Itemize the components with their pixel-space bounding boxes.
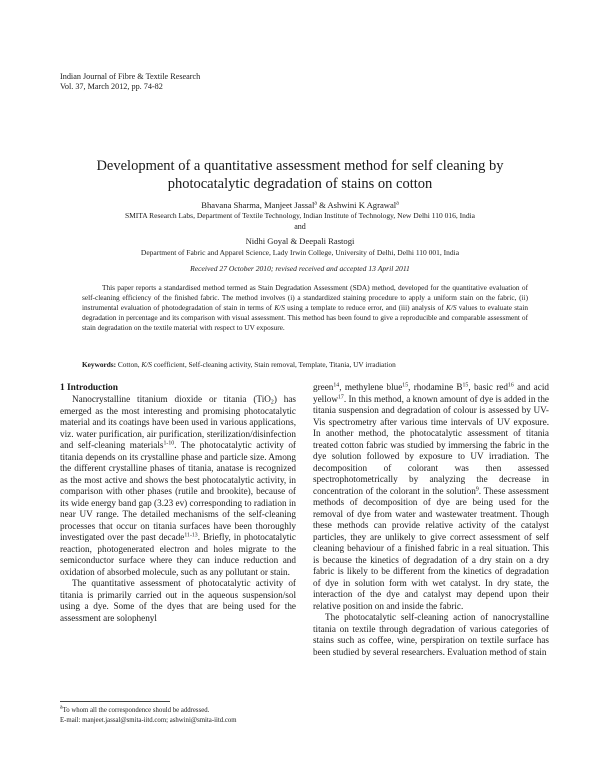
abstract-ks-2: K/S [445,303,457,312]
r1-text-g: . These assessment methods of decomposition of dye are being used for the removal of dye from water and wastewater treatment. Though these methods can provide relative activity of the catalyst particles, they are unlikely to give correct assessment of self cleaning behaviour of a finished fabric in a real situation. This is because the kinetics of degradation of a dry stain on a dry fabric is likely to be different from the kinetics of degradation of dye in solution form with wet catalyst. In dry state, the interaction of the dye and catalyst may depend upon their relative position on and inside the fabric. [313,485,549,611]
keywords-text-1: Cotton, [116,360,142,369]
footnote-rule [60,701,170,702]
intro-p1-text-a: Nanocrystalline titanium dioxide or titania (TiO [72,394,271,404]
footnote-sup: a [60,704,63,711]
r1-ref-4: 16 [507,382,514,389]
intro-paragraph-3: The photocatalytic self-cleaning action of nanocrystalline titania on textile through degradation of various categories of stains such as coffee, wine, perspiration on textile surface has been studied by several researchers. Evaluation method of stain [313,612,549,657]
r1-text-b: , methylene blue [339,382,403,392]
intro-p1-text-d: . Briefly, in photocatalytic reaction, photogenerated electron and holes migrate to the semiconductor surface where they can induce reduction and oxidation of absorbed molecule, such as any pollutant or stain. [60,532,296,577]
r1-text-d: , basic red [468,382,508,392]
author-sup-1: a [314,200,317,207]
keywords-ks: K/S [141,360,152,369]
abstract-ks-1: K/S [274,303,285,312]
journal-volume: Vol. 37, March 2012, pp. 74-82 [60,82,163,91]
footnote-correspondence [60,706,310,716]
intro-p1-text-b: ) has emerged as the most interesting and promising photocatalytic material and its coatings have been used in various applications, viz. water purification, air purification, sterilization/disinfection and self-cleaning materials [60,394,296,450]
intro-p1-sub: 2 [270,399,274,406]
abstract [82,283,528,333]
r1-text-e: and acid yellow [313,382,549,404]
intro-paragraph-2: The quantitative assessment of photocatalytic activity of titania is primarily carried out in the aqueous suspension/sol using a dye. Some of the dyes that are being used for the assessment are solophenyl [60,578,296,623]
r1-ref-6: 9 [475,486,479,492]
intro-paragraph-2-continued [313,382,549,612]
affiliation-2: Department of Fabric and Apparel Science, Lady Irwin College, University of Delhi, Delhi 110 001, India [140,248,460,257]
title-line-1: Development of a quantitative assessment method for self cleaning by [96,158,504,174]
abstract-text-2: using a template to reduce error, and (iii) analysis of [284,303,446,312]
keywords-label: Keywords: [82,360,117,369]
r1-ref-1: 14 [333,382,340,389]
keywords-text-2: coefficient, Self-cleaning activity, Stain removal, Template, Titania, UV irradiation [151,360,396,369]
intro-paragraph-1 [60,394,296,578]
abstract-text-3: values to evaluate stain degradation in percentage and its comparison with visual assessment. This method has been found to give a reproducible and comparable assessment of stain degradation on the textile material with respect to UV exposure. [82,303,529,332]
r1-text-c: , rhodamine B [408,382,463,392]
authors-names-1b: & Ashwini K Agrawal [316,200,397,210]
affiliation-1: SMITA Research Labs, Department of Textile Technology, Indian Institute of Technology, New Delhi 110 016, India [124,211,476,220]
left-column [60,382,296,624]
intro-p1-ref-1: 1-10 [163,440,175,447]
r1-text-a: green [313,382,334,392]
r1-ref-2: 15 [402,382,409,389]
intro-p1-text-c: . The photocatalytic activity of titania depends on its crystalline phase and particle size. Among the different crystalline phases of titania, anatase is recognized as the most active and shows the best photocatalytic activity, in comparison with other phases (rutile and brookite), because of its wide energy band gap (3.23 ev) corresponding to radiation in near UV range. The detailed mechanisms of the self-cleaning processes that occur on titania surfaces have been thoroughly investigated over the past decade [60,440,296,542]
footnote [60,706,310,726]
authors-names-1: Bhavana Sharma, Manjeet Jassal [201,200,315,210]
r1-text-f: . In this method, a known amount of dye is added in the titania suspension and degradation of colour is assessed by UV-Vis spectrometry after various time intervals of UV exposure. In another method, the photocatalytic assessment of titania treated cotton fabric was studied by immersing the fabric in the dye solution followed by exposure to UV irradiation. The decomposition of colorant was then assessed spectrophotometrically by analyzing the decrease in concentration of the colorant in the solution [313,393,549,496]
r1-ref-3: 15 [462,382,469,389]
abstract-text-1: This paper reports a standardised method termed as Stain Degradation Assessment (SDA) method, developed for the quantitative evaluation of self-cleaning efficiency of the finished fabric. The method involves (i) a standardized staining procedure to apply a uniform stain on the fabric, (ii) instrumental evaluation of photodegradation of stain in terms of [82,283,528,312]
title-line-2: photocatalytic degradation of stains on cotton [167,176,433,192]
authors-and: and [294,222,306,231]
author-list-1 [40,200,560,211]
intro-p1-ref-2: 11-13 [184,532,198,539]
journal-header [60,72,200,92]
journal-name: Indian Journal of Fibre & Textile Research [60,72,201,81]
author-list-2: Nidhi Goyal & Deepali Rastogi [245,236,355,246]
right-column [313,382,549,658]
author-sup-2: a [396,200,399,207]
paper-title [40,157,560,193]
footnote-email: E-mail: manjeet.jassal@smita-iitd.com; ashwini@smita-iitd.com [60,717,237,724]
section-heading-introduction: 1 Introduction [60,383,118,393]
r1-ref-5: 17 [338,394,344,400]
received-dates: Received 27 October 2010; revised received and accepted 13 April 2011 [190,264,410,273]
footnote-line-1: To whom all the correspondence should be addressed. [62,707,210,714]
keywords [82,360,528,370]
